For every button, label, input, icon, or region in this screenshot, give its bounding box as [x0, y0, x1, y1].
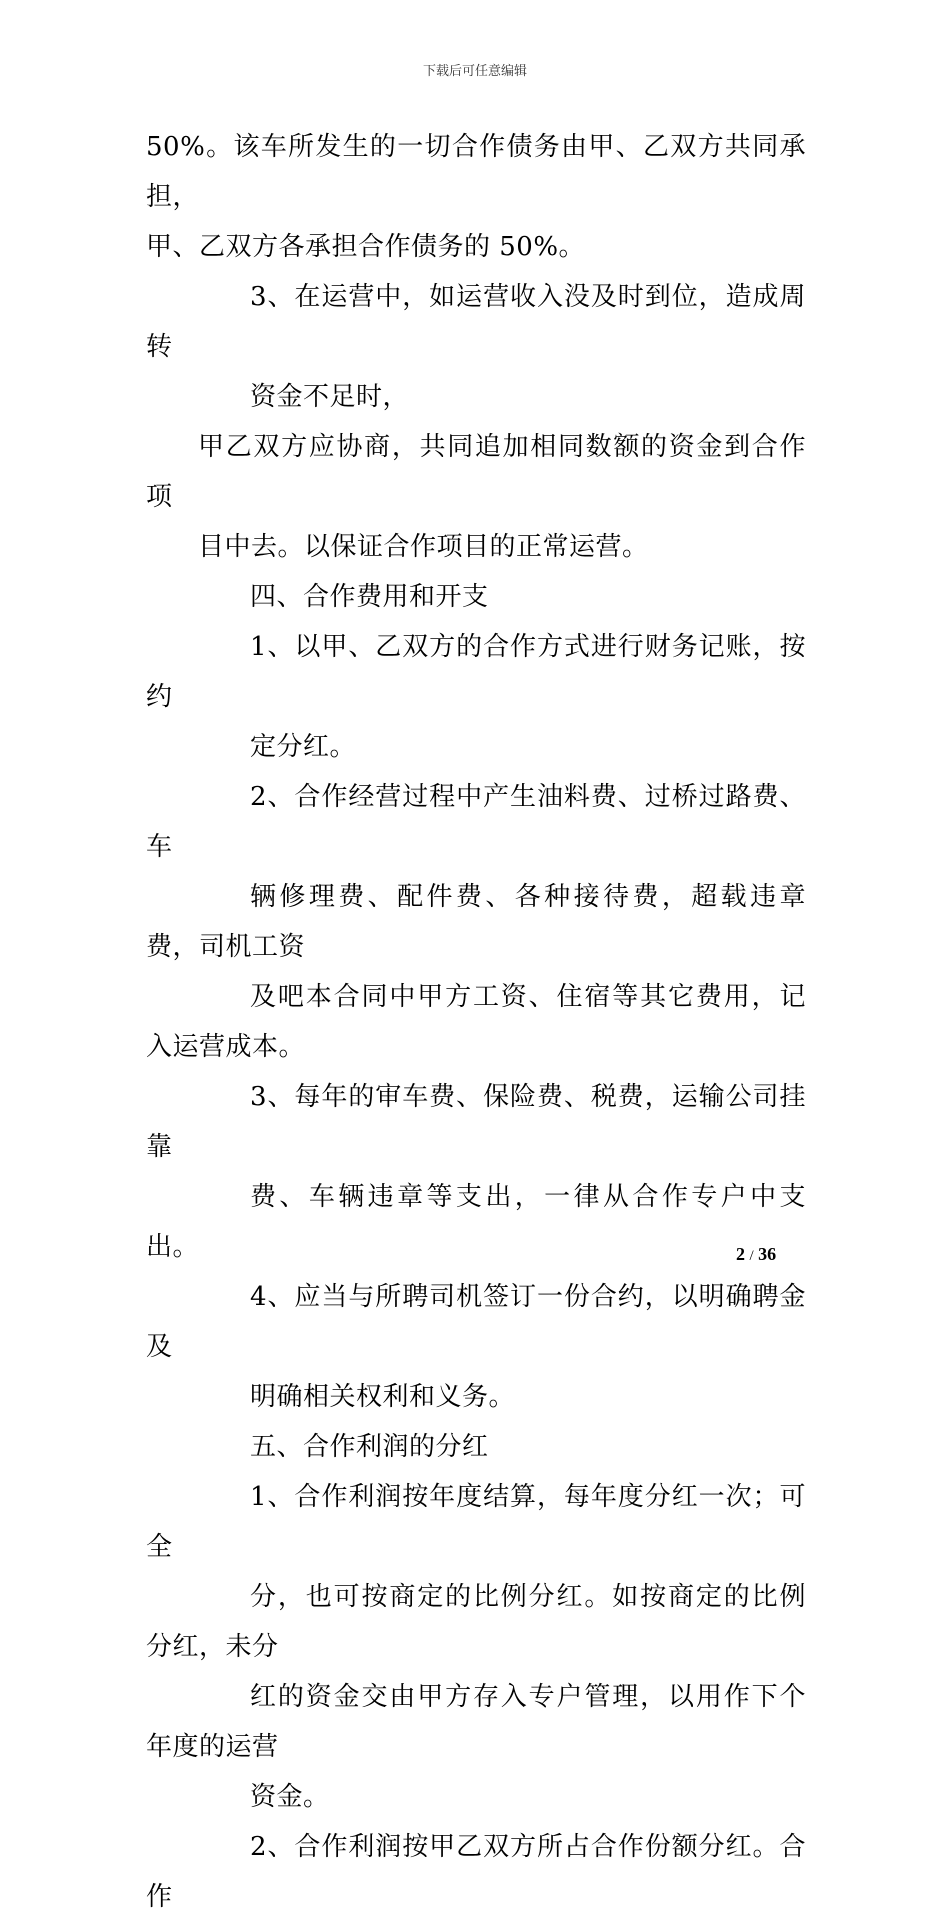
text-line: 及吧本合同中甲方工资、住宿等其它费用，记入运营成本。 [146, 982, 806, 1062]
text-line: 目中去。以保证合作项目的正常运营。 [198, 532, 649, 562]
text-line: 甲乙双方应协商，共同追加相同数额的资金到合作项 [146, 432, 806, 512]
text-line: 1、以甲、乙双方的合作方式进行财务记账，按约 [146, 632, 806, 712]
text-line: 50%。该车所发生的一切合作债务由甲、乙双方共同承担， [146, 132, 806, 212]
text-line: 分，也可按商定的比例分红。如按商定的比例分红，未分 [146, 1582, 806, 1662]
text-line: 2、合作经营过程中产生油料费、过桥过路费、车 [146, 782, 806, 862]
text-line: 四、合作费用和开支 [250, 582, 489, 612]
text-line: 辆修理费、配件费、各种接待费，超载违章费，司机工资 [146, 882, 806, 962]
text-line: 费、车辆违章等支出，一律从合作专户中支出。 [146, 1182, 806, 1262]
paragraph [146, 1272, 806, 1422]
text-line: 3、在运营中，如运营收入没及时到位，造成周转 [146, 282, 806, 362]
text-line: 2、合作利润按甲乙双方所占合作份额分红。合作 [146, 1832, 806, 1912]
text-line: 1、合作利润按年度结算，每年度分红一次；可全 [146, 1482, 806, 1562]
text-line: 资金。 [250, 1782, 330, 1812]
paragraph [146, 772, 806, 1072]
paragraph [146, 622, 806, 772]
paragraph [146, 572, 806, 622]
document-body [146, 122, 806, 1922]
text-line: 定分红。 [250, 732, 357, 762]
paragraph [146, 1072, 806, 1272]
text-line: 红的资金交由甲方存入专户管理，以用作下个年度的运营 [146, 1682, 806, 1762]
total-pages: 36 [758, 1244, 777, 1264]
text-line: 明确相关权利和义务。 [250, 1382, 516, 1412]
page-number [736, 1242, 776, 1268]
page-header: 下载后可任意编辑 [422, 64, 527, 79]
paragraph [146, 1822, 806, 1922]
current-page: 2 [736, 1244, 745, 1264]
text-line: 五、合作利润的分红 [250, 1432, 489, 1462]
paragraph [146, 272, 806, 422]
text-line: 4、应当与所聘司机签订一份合约，以明确聘金及 [146, 1282, 806, 1362]
paragraph [146, 1422, 806, 1472]
paragraph [146, 422, 806, 572]
text-line: 甲、乙双方各承担合作债务的 50%。 [146, 232, 586, 262]
paragraph [146, 1472, 806, 1822]
text-line: 资金不足时， [250, 382, 410, 412]
paragraph [146, 122, 806, 272]
text-line: 3、每年的审车费、保险费、税费，运输公司挂靠 [146, 1082, 806, 1162]
page-separator: / [749, 1248, 754, 1264]
